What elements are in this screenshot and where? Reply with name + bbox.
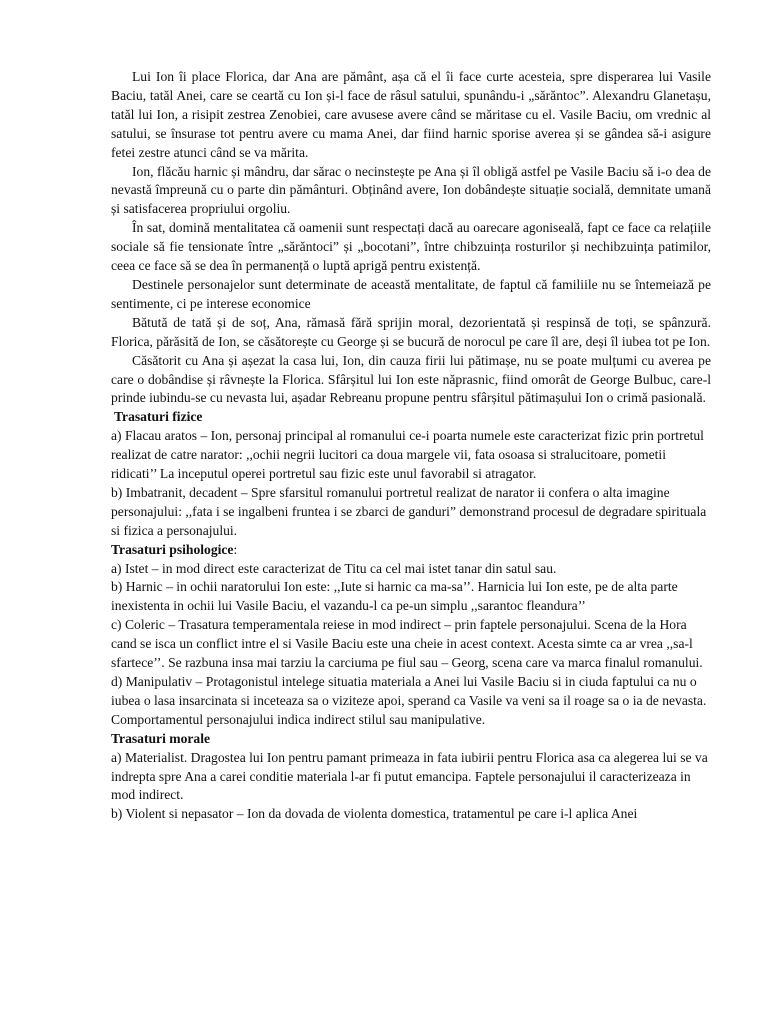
- moral-trait-b: b) Violent si nepasator – Ion da dovada de violenta domestica, tratamentul pe care i-l aplica Anei: [111, 806, 638, 822]
- paragraph-3: În sat, domină mentalitatea că oamenii sunt respectați dacă au oarecare agoniseală, fapt ce face ca relațiile sociale să fie tensionate între „sărăntoci” și „bocotani”, între chibzuința rosturilor și nechibzuința patimilor, ceea ce face să se dea în permanență o luptă aprigă pentru existență.: [111, 220, 711, 274]
- heading-physical-traits: Trasaturi fizice: [114, 409, 203, 425]
- psychological-trait-a: a) Istet – in mod direct este caracterizat de Titu ca cel mai istet tanar din satul sau.: [111, 560, 557, 576]
- physical-trait-a: a) Flacau aratos – Ion, personaj principal al romanului ce-i poarta numele este caracterizat fizic prin portretul realizat de catre narator: ,,ochii negrii lucitori ca doua margele vii, fata osoasa si stralucitoare, pometii ridicati’’ La inceputul operei portretul sau fizic este unul favorabil si atragator.: [111, 428, 704, 482]
- heading-psychological-colon: :: [233, 541, 238, 557]
- paragraph-5: Bătută de tată și de soț, Ana, rămasă fără sprijin moral, dezorientată și respinsă de toți, se spânzură. Florica, părăsită de Ion, se căsătorește cu George și se bucură de norocul pe care îl are, deși îl iubea tot pe Ion.: [111, 314, 711, 349]
- heading-moral-traits: Trasaturi morale: [111, 730, 211, 746]
- physical-trait-b: b) Imbatranit, decadent – Spre sfarsitul romanului portretul realizat de narator ii confera o alta imagine personajului: ,,fata i se ingalbeni fruntea i se zbarci de ganduri” demonstrand procesul de degradare spirituala si fizica a personajului.: [111, 484, 707, 538]
- psychological-trait-c: c) Coleric – Trasatura temperamentala reiese in mod indirect – prin faptele personajului. Scena de la Hora cand se isca un conflict intre el si Vasile Baciu este una cheie in acest context. Acesta simte ca ar vrea ,,sa-l sfartece’’. Se razbuna insa mai tarziu la carciuma pe fiul sau – Georg, scena care va marca finalul romanului.: [111, 617, 703, 671]
- paragraph-1: Lui Ion îi place Florica, dar Ana are pământ, așa că el îi face curte acesteia, spre disperarea lui Vasile Baciu, tatăl Anei, care se ceartă cu Ion și-l face de râsul satului, spunându-i „sărăntoc”. Alexandru Glanetașu, tatăl lui Ion, a risipit zestrea Zenobiei, care avusese avere când se măritase cu el. Vasile Baciu, om vrednic al satului, se însurase tot pentru avere cu mama Anei, dar fiind harnic sporise averea și se gândea să-i asigure fetei zestre atunci când se va mărita.: [111, 69, 711, 160]
- paragraph-4: Destinele personajelor sunt determinate de această mentalitate, de faptul că familiile nu se întemeiază pe sentimente, ci pe interese economice: [111, 276, 711, 311]
- document-page: [111, 68, 711, 824]
- paragraph-6: Căsătorit cu Ana și așezat la casa lui, Ion, din cauza firii lui pătimașe, nu se poate mulțumi cu averea pe care o dobândise și râvnește la Florica. Sfârșitul lui Ion este năprasnic, fiind omorât de George Bulbuc, care-l prinde iubindu-se cu nevasta lui, așadar Rebreanu propune pentru sfârșitul pătimașului Ion o crimă pasională.: [111, 352, 711, 406]
- psychological-trait-d: d) Manipulativ – Protagonistul intelege situatia materiala a Anei lui Vasile Baciu si in ciuda faptului ca nu o iubea o lasa insarcinata si inceteaza sa o viziteze apoi, sperand ca Vasile va veni sa il roage sa o ia de nevasta. Comportamentul personajului indica indirect stilul sau manipulative.: [111, 674, 707, 727]
- heading-psychological-traits: Trasaturi psihologice: [111, 541, 234, 557]
- moral-trait-a: a) Materialist. Dragostea lui Ion pentru pamant primeaza in fata iubirii pentru Florica asa ca alegerea lui se va indrepta spre Ana a carei conditie materiala l-ar fi putut emancipa. Faptele personajului il caracterizeaza in mod indirect.: [111, 749, 708, 803]
- heading-psychological-traits-line: [111, 541, 711, 560]
- psychological-trait-b: b) Harnic – in ochii naratorului Ion este: ,,Iute si harnic ca ma-sa’’. Harnicia lui Ion este, pe de alta parte inexistenta in ochii lui Vasile Baciu, el vazandu-l ca pe-un simplu ,,sarantoc fleandura’’: [111, 579, 678, 614]
- paragraph-2: Ion, flăcău harnic și mândru, dar sărac o necinstește pe Ana și îl obligă astfel pe Vasile Baciu să i-o dea de nevastă împreună cu o parte din pământuri. Obținând avere, Ion dobândește situație socială, demnitate umană și satisfacerea propriului orgoliu.: [111, 163, 711, 217]
